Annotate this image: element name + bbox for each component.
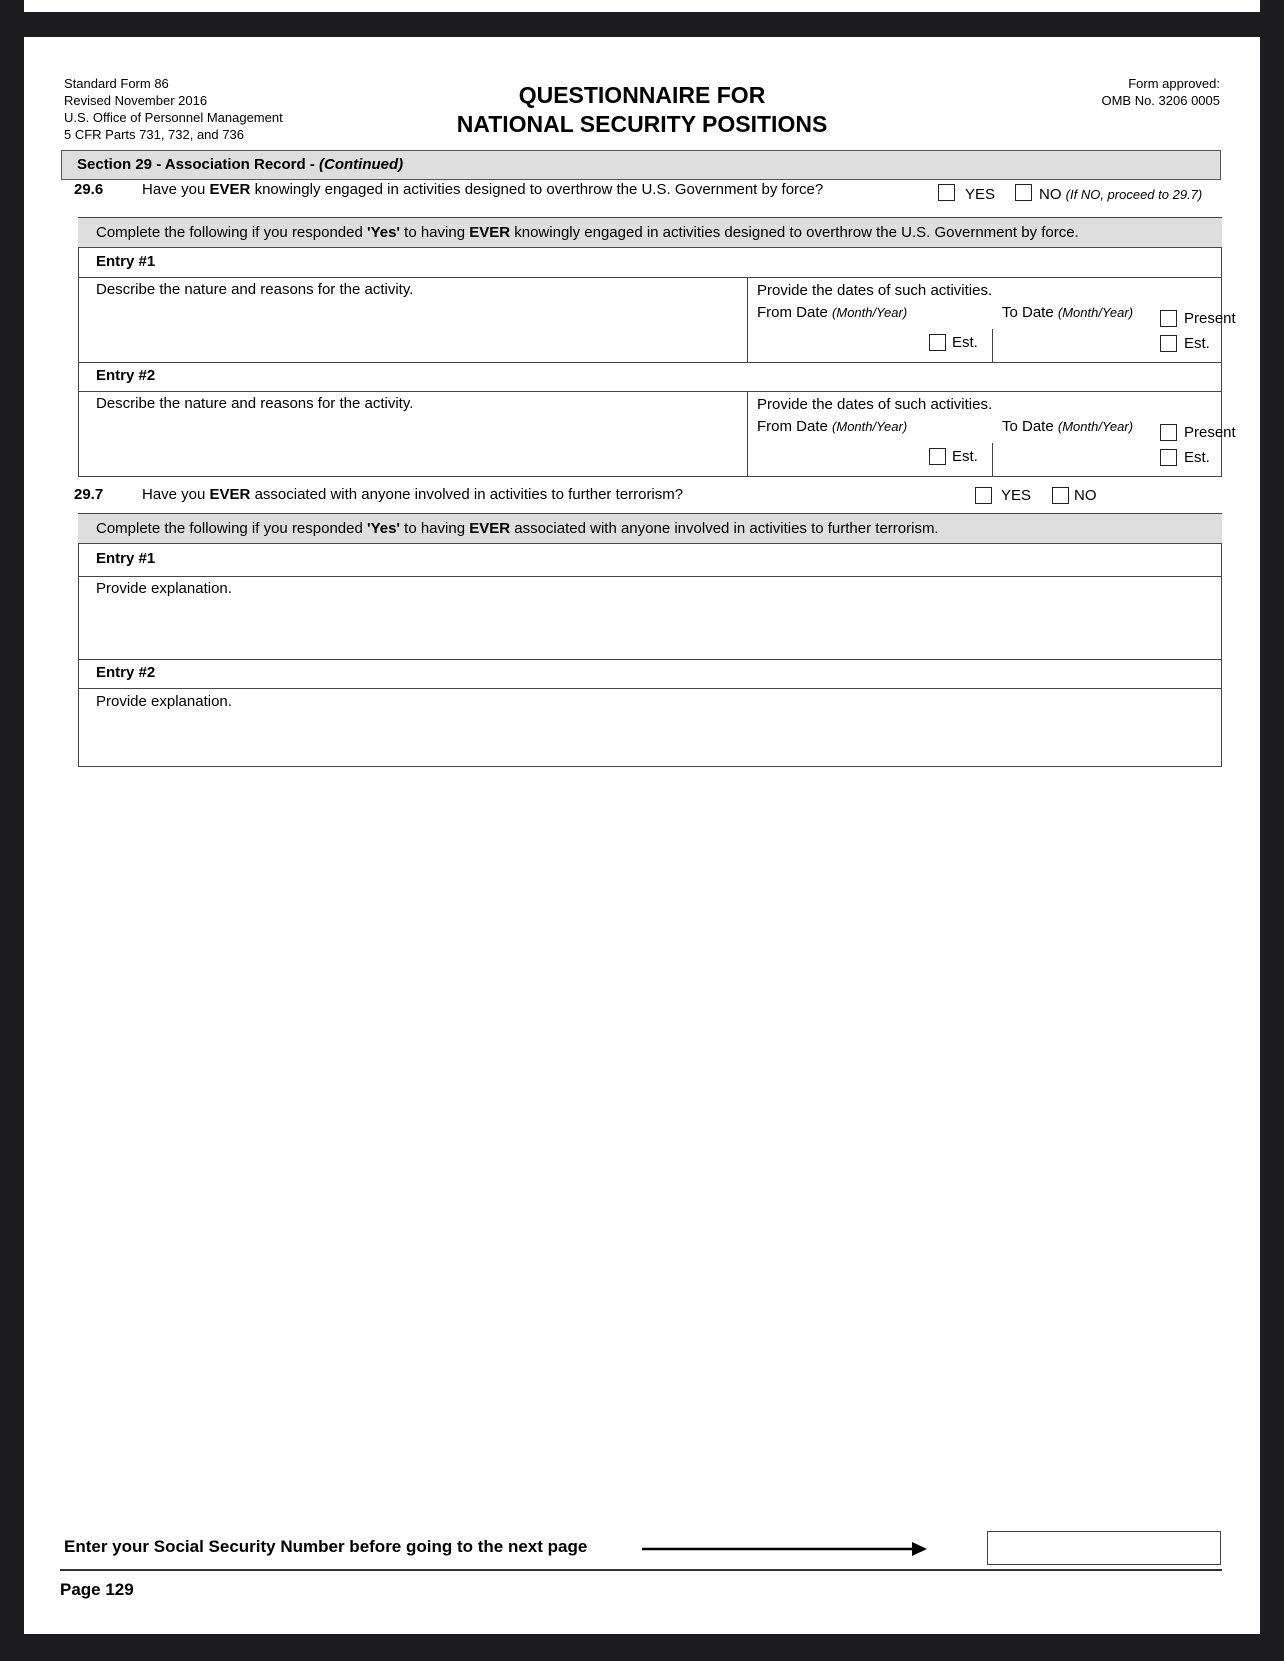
- form-number: Standard Form 86: [64, 76, 169, 91]
- q29-7-no-label: NO: [1074, 487, 1097, 504]
- q29-6-entry-1-present-checkbox[interactable]: [1160, 310, 1177, 328]
- q29-6-no-checkbox[interactable]: [1015, 184, 1032, 202]
- q29-6-entry-2-describe-field[interactable]: [80, 413, 740, 473]
- divider: [992, 443, 993, 477]
- q29-6-entry-1-from-est-checkbox[interactable]: [929, 334, 946, 352]
- q29-6-entry-1-label: Entry #1: [96, 253, 156, 270]
- divider: [78, 247, 1222, 248]
- footer-divider: [60, 1569, 1222, 1571]
- q29-6-entry-2-from-date-input[interactable]: [757, 440, 927, 472]
- divider: [78, 576, 1222, 577]
- ssn-prompt: Enter your Social Security Number before going to the next page: [64, 1537, 588, 1556]
- q29-6-no-label: NO (If NO, proceed to 29.7): [1039, 186, 1203, 203]
- ssn-input[interactable]: [987, 1531, 1221, 1565]
- divider: [78, 362, 1222, 363]
- q29-7-entry-2-explanation-field[interactable]: [80, 711, 1218, 763]
- q29-6-entry-1-to-label: To Date (Month/Year): [1002, 304, 1134, 321]
- q29-6-entry-1-to-est-checkbox[interactable]: [1160, 335, 1177, 353]
- q29-6-entry-1-from-label: From Date (Month/Year): [757, 304, 908, 321]
- form-agency: U.S. Office of Personnel Management: [64, 110, 283, 125]
- q29-6-entry-2-dates-label: Provide the dates of such activities.: [757, 396, 993, 413]
- omb-approval: Form approved: OMB No. 3206 0005: [1101, 76, 1220, 108]
- q29-6-entry-2-present-checkbox[interactable]: [1160, 424, 1177, 442]
- q29-6-entry-1-dates-label: Provide the dates of such activities.: [757, 282, 993, 299]
- q29-6-instruction: Complete the following if you responded 'Yes' to having EVER knowingly engaged in activities designed to overthrow the U.S. Government by force.: [78, 218, 1222, 247]
- q29-6-entry-1-to-est-label: Est.: [1184, 335, 1210, 352]
- q29-6-entry-2-to-label: To Date (Month/Year): [1002, 418, 1134, 435]
- q29-7-entry-1-explanation-label: Provide explanation.: [96, 580, 232, 597]
- page-title: QUESTIONNAIRE FOR NATIONAL SECURITY POSITIONS: [456, 82, 828, 137]
- q29-7-yes-label: YES: [1001, 487, 1032, 504]
- q29-7-yes-checkbox[interactable]: [975, 487, 992, 505]
- q29-6-entry-1-describe-label: Describe the nature and reasons for the activity.: [96, 281, 414, 298]
- question-29-7-text: Have you EVER associated with anyone involved in activities to further terrorism?: [142, 486, 684, 503]
- q29-7-no-checkbox[interactable]: [1052, 487, 1069, 505]
- question-29-7: 29.7: [74, 486, 104, 503]
- page-number: Page 129: [60, 1580, 134, 1599]
- divider: [78, 688, 1222, 689]
- q29-6-entry-1-present-label: Present: [1184, 310, 1236, 327]
- divider: [992, 329, 993, 362]
- form-page: [24, 37, 1260, 1634]
- divider: [747, 391, 748, 477]
- q29-6-entry-1-from-date-input[interactable]: [757, 326, 927, 358]
- q29-6-entry-2-describe-label: Describe the nature and reasons for the activity.: [96, 395, 414, 412]
- q29-6-entry-2-present-label: Present: [1184, 424, 1236, 441]
- q29-6-entry-1-to-date-input[interactable]: [996, 326, 1156, 358]
- q29-6-entry-2-from-est-checkbox[interactable]: [929, 448, 946, 466]
- divider: [78, 659, 1222, 660]
- q29-7-entry-2-label: Entry #2: [96, 664, 156, 681]
- divider: [78, 277, 1222, 278]
- divider: [78, 391, 1222, 392]
- q29-6-entry-2-from-label: From Date (Month/Year): [757, 418, 908, 435]
- divider: [747, 277, 748, 362]
- section-header: Section 29 - Association Record - (Continued): [61, 150, 1221, 180]
- form-revision: Revised November 2016: [64, 93, 208, 108]
- q29-6-yes-label: YES: [965, 186, 996, 203]
- arrow-right-icon: [642, 1540, 928, 1558]
- form-regulation: 5 CFR Parts 731, 732, and 736: [64, 127, 244, 142]
- q29-6-entry-1-describe-field[interactable]: [80, 299, 740, 359]
- q29-6-entry-2-to-date-input[interactable]: [996, 440, 1156, 472]
- q29-6-entry-2-from-est-label: Est.: [952, 448, 978, 465]
- question-29-6: 29.6: [74, 181, 104, 198]
- q29-6-yes-checkbox[interactable]: [938, 184, 955, 202]
- q29-6-entry-1-from-est-label: Est.: [952, 334, 978, 351]
- q29-7-entry-2-explanation-label: Provide explanation.: [96, 693, 232, 710]
- divider: [78, 543, 1222, 544]
- q29-6-entry-2-to-est-checkbox[interactable]: [1160, 449, 1177, 467]
- question-29-6-text: Have you EVER knowingly engaged in activities designed to overthrow the U.S. Government by force?: [142, 181, 824, 198]
- q29-6-entry-2-to-est-label: Est.: [1184, 449, 1210, 466]
- q29-7-entry-1-label: Entry #1: [96, 550, 156, 567]
- q29-7-entry-1-explanation-field[interactable]: [80, 599, 1218, 655]
- previous-page-edge: [24, 0, 1260, 12]
- q29-7-instruction: Complete the following if you responded 'Yes' to having EVER associated with anyone involved in activities to further terrorism.: [78, 514, 1222, 543]
- q29-6-entry-2-label: Entry #2: [96, 367, 156, 384]
